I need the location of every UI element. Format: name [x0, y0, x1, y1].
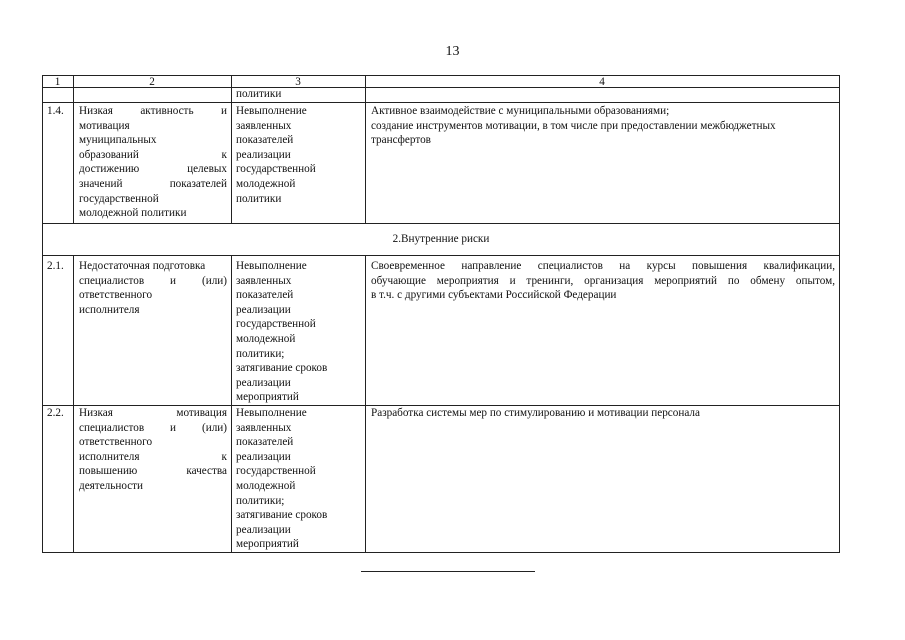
line: реализации — [236, 303, 291, 316]
line: ответственного — [79, 289, 153, 302]
line: заявленных — [236, 274, 292, 287]
line: молодежной — [236, 332, 296, 345]
line: государственной — [236, 163, 316, 176]
row-1-risk — [79, 104, 227, 221]
line: молодежной политики — [79, 207, 187, 220]
row-2-number: 2.1. — [47, 260, 64, 272]
line: создание инструментов мотивации, в том числе при предоставлении межбюджетных — [371, 119, 776, 132]
row-2-risk — [79, 259, 227, 317]
line: затягивание сроков — [236, 362, 328, 375]
line: Недостаточная подготовка — [79, 260, 206, 272]
line: затягивание сроков — [236, 509, 328, 522]
line: Невыполнение — [236, 105, 307, 117]
line: политики — [236, 192, 282, 205]
row-1-number: 1.4. — [47, 105, 64, 117]
line: реализации — [236, 376, 291, 389]
line: муниципальных — [79, 134, 157, 147]
line: исполнителя к — [79, 450, 227, 463]
line: Невыполнение — [236, 407, 307, 419]
row-2-measures — [371, 259, 835, 303]
line: Невыполнение — [236, 260, 307, 272]
continuation-cell: политики — [236, 88, 282, 100]
row-1-measures — [371, 104, 835, 148]
row-2-consequence — [236, 259, 364, 405]
header-col-1: 1 — [54, 76, 61, 88]
footer-divider — [361, 571, 535, 572]
line: исполнителя — [79, 303, 140, 316]
line: заявленных — [236, 119, 292, 132]
line: обучающие мероприятия и тренинги, организация мероприятий по обмену опытом, — [371, 274, 835, 287]
line: ответственного — [79, 436, 153, 449]
line: деятельности — [79, 479, 144, 492]
line: специалистов и (или) — [79, 274, 227, 287]
header-col-2: 2 — [149, 76, 155, 88]
row-3-risk — [79, 406, 227, 494]
line: реализации — [236, 148, 291, 161]
line: в т.ч. с другими субъектами Российской Федерации — [371, 289, 617, 302]
line: мероприятий — [236, 391, 299, 404]
line: заявленных — [236, 421, 292, 434]
line: достижению целевых — [79, 163, 227, 176]
line: Низкая мотивация — [79, 407, 227, 419]
line: Активное взаимодействие с муниципальными образованиями; — [371, 105, 670, 117]
line: Своевременное направление специалистов на курсы повышения квалификации, — [371, 260, 835, 272]
line: показателей — [236, 289, 294, 302]
line: государственной — [236, 318, 316, 331]
line: государственной — [79, 192, 159, 205]
page-number: 13 — [445, 44, 460, 59]
line: повышению качества — [79, 465, 227, 478]
line: политики; — [236, 494, 285, 507]
line: молодежной — [236, 177, 296, 190]
line: трансфертов — [371, 134, 431, 147]
line: значений показателей — [79, 177, 227, 190]
line: политики; — [236, 347, 285, 360]
line: реализации — [236, 523, 291, 536]
row-3-number: 2.2. — [47, 407, 64, 419]
line: мотивация — [79, 119, 130, 132]
header-col-3: 3 — [295, 76, 301, 88]
line: специалистов и (или) — [79, 421, 227, 434]
line: образований к — [79, 148, 227, 161]
risk-table — [42, 75, 840, 553]
line: реализации — [236, 450, 291, 463]
line: показателей — [236, 436, 294, 449]
section-title: 2.Внутренние риски — [392, 233, 490, 245]
line: молодежной — [236, 479, 296, 492]
line: Разработка системы мер по стимулированию и мотивации персонала — [371, 407, 700, 419]
row-3-consequence — [236, 406, 364, 552]
row-1-consequence — [236, 104, 364, 206]
header-col-4: 4 — [599, 76, 605, 88]
line: Низкая активность и — [79, 105, 227, 117]
row-3-measures — [371, 406, 835, 421]
line: показателей — [236, 134, 294, 147]
line: государственной — [236, 465, 316, 478]
line: мероприятий — [236, 538, 299, 551]
